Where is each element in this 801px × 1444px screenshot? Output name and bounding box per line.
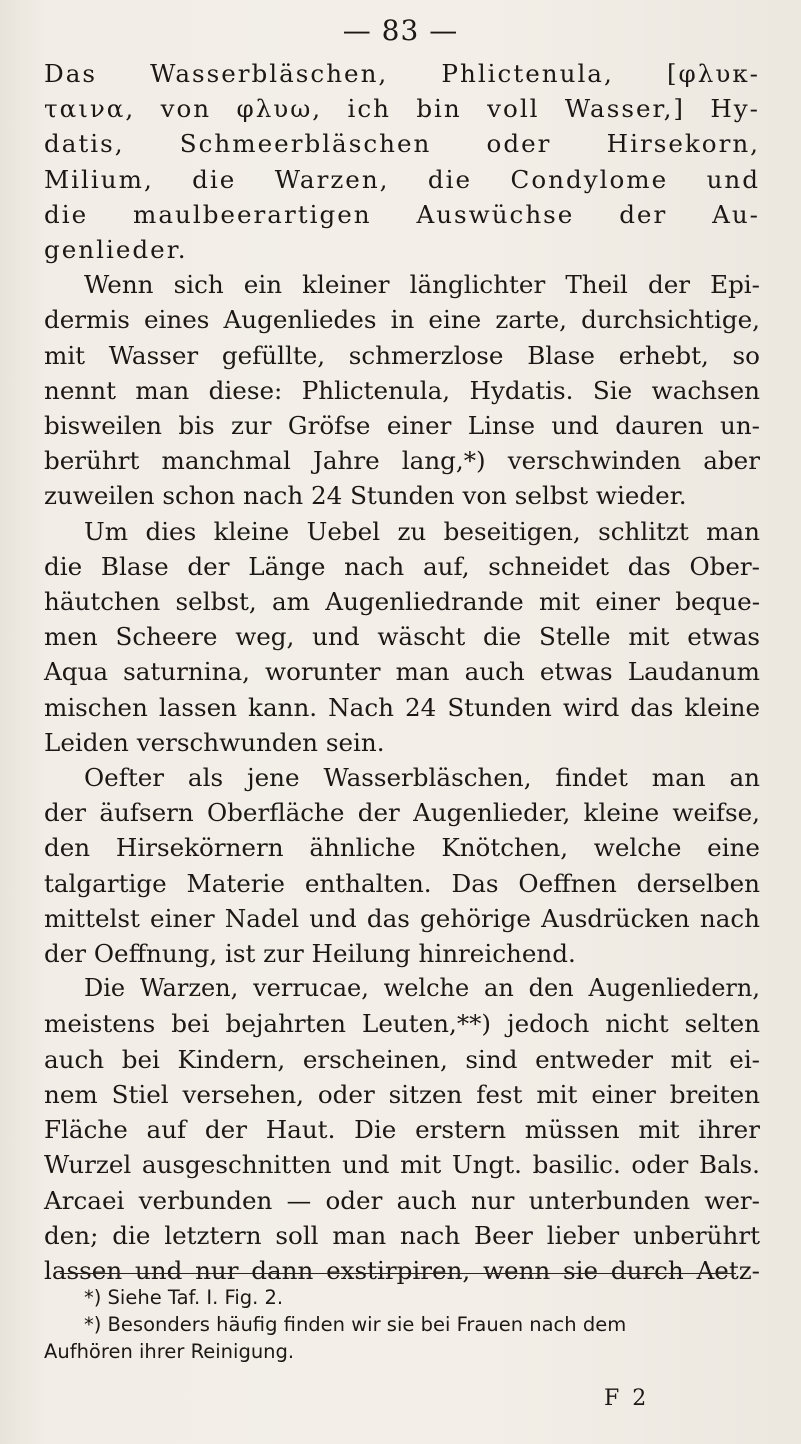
footnote-line: *) Besonders häufig finden wir sie bei Frauen nach dem [84,1313,627,1336]
text-line: men Scheere weg, und wäscht die Stelle mit etwas [44,622,760,652]
text-line: mittelst einer Nadel und das gehörige Ausdrücken nach [44,903,760,933]
text-line: meistens bei bejahrten Leuten,**) jedoch nicht selten [44,1009,760,1039]
text-line: die Blase der Länge nach auf, schneidet das Ober- [44,551,760,581]
text-line: den Hirsekörnern ähnliche Knötchen, welche eine [44,833,760,863]
text-line: genlieder. [44,235,188,265]
text-line: Das Wasserbläschen, Phlictenula, [φλυκ- [44,59,760,88]
footnote-line: *) Siehe Taf. I. Fig. 2. [84,1286,284,1309]
text-line: Leiden verschwunden sein. [44,727,385,757]
text-line: bisweilen bis zur Gröfse einer Linse und dauren un- [44,411,760,441]
text-line: zuweilen schon nach 24 Stunden von selbst wieder. [44,481,687,511]
text-line: dermis eines Augenliedes in eine zarte, durchsichtige, [44,305,760,335]
text-line: der äufsern Oberfläche der Augenlieder, kleine weifse, [44,798,760,828]
text-line: Wurzel ausgeschnitten und mit Ungt. basilic. oder Bals. [44,1150,760,1180]
text-line: datis, Schmeerbläschen oder Hirsekorn, [44,129,760,159]
body-text [44,56,760,1288]
text-line: häutchen selbst, am Augenliedrande mit einer beque- [44,587,760,617]
text-line: der Oeffnung, ist zur Heilung hinreichend. [44,939,576,969]
text-line: ταινα, von φλυω, ich bin voll Wasser,] Hy- [44,94,760,124]
text-line: lassen und nur dann exstirpiren, wenn sie durch Aetz- [44,1255,760,1285]
footnote-line: Aufhören ihrer Reinigung. [44,1340,295,1363]
footnotes [44,1284,760,1365]
text-line: Die Warzen, verrucae, welche an den Augenliedern, [84,974,760,1003]
text-line: berührt manchmal Jahre lang,*) verschwinden aber [44,446,760,476]
text-line: mit Wasser gefüllte, schmerzlose Blase erhebt, so [44,340,760,370]
text-line: die maulbeerartigen Auswüchse der Au- [44,199,760,229]
text-line: nem Stiel versehen, oder sitzen fest mit einer breiten [44,1079,760,1109]
text-line: Fläche auf der Haut. Die erstern müssen mit ihrer [44,1115,760,1145]
text-line: mischen lassen kann. Nach 24 Stunden wird das kleine [44,692,760,722]
text-line: nennt man diese: Phlictenula, Hydatis. Sie wachsen [44,375,760,405]
text-line: Oefter als jene Wasserbläschen, findet man an [84,763,760,793]
text-line: Arcaei verbunden — oder auch nur unterbunden wer- [44,1185,760,1215]
text-line: Wenn sich ein kleiner länglichter Theil der Epi- [84,270,760,300]
text-line: Milium, die Warzen, die Condylome und [44,164,760,194]
text-line: den; die letztern soll man nach Beer lieber unberührt [44,1220,760,1250]
footnote-divider [60,1273,736,1274]
text-line: auch bei Kindern, erscheinen, sind entweder mit ei- [44,1044,760,1074]
page-number: — 83 — [342,14,459,47]
text-line: Aqua saturnina, worunter man auch etwas Laudanum [44,657,760,687]
signature-mark: F 2 [604,1386,650,1411]
text-line: Um dies kleine Uebel zu beseitigen, schlitzt man [84,516,760,546]
text-line: talgartige Materie enthalten. Das Oeffnen derselben [44,868,760,898]
